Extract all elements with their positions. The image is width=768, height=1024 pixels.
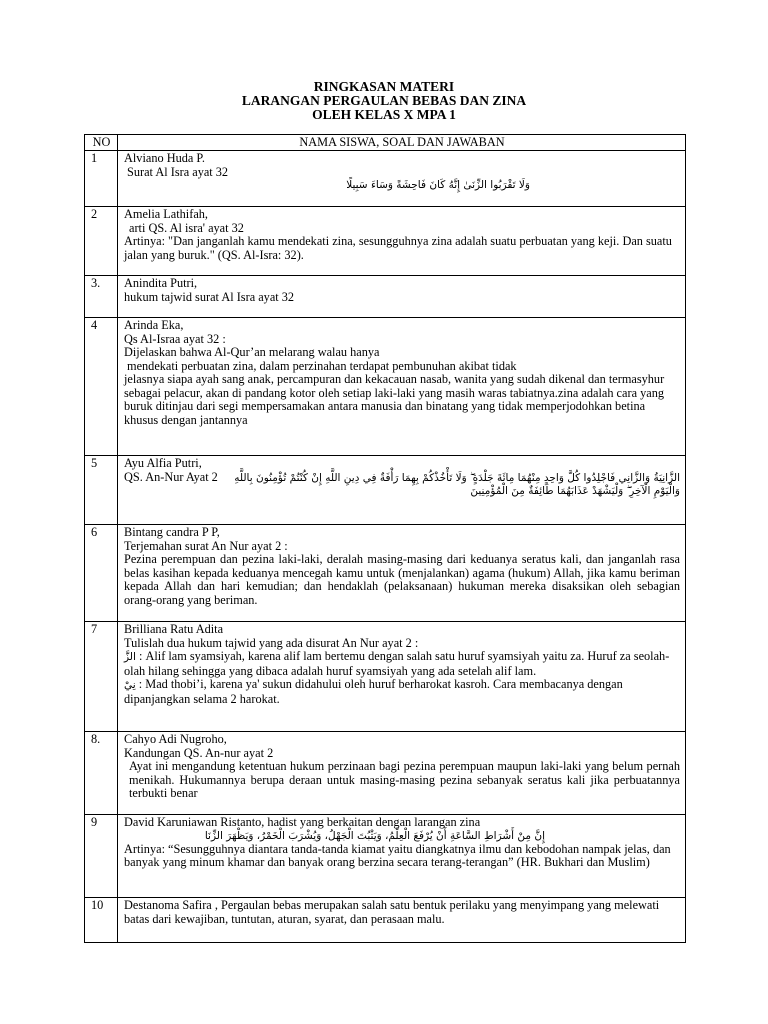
student-name: Bintang candra P P, — [124, 525, 220, 539]
row-content — [118, 456, 686, 525]
row-content — [118, 318, 686, 456]
tajwid-item — [124, 678, 680, 706]
header-line-3: OLEH KELAS X MPA 1 — [312, 107, 456, 122]
table-row — [85, 276, 686, 318]
row-content — [118, 732, 686, 815]
student-name: Alviano Huda P. — [124, 151, 205, 165]
arabic-verse: الزَّانِيَةُ وَالزَّانِي فَاجْلِدُوا كُلَّ وَاحِدٍ مِنْهُمَا مِائَةَ جَلْدَةٍ ۖ وَلَا تَأْخُذْكُمْ بِهِمَا رَأْفَةٌ فِي دِينِ اللَّهِ إِنْ كُنْتُمْ تُؤْمِنُونَ بِاللَّهِ وَالْيَوْمِ الْآخِرِ ۖ وَلْيَشْهَدْ عَذَابَهُمَا طَائِفَةٌ مِنَ الْمُؤْمِنِينَ — [234, 472, 680, 497]
table-row — [85, 151, 686, 207]
student-name: Amelia Lathifah, — [124, 207, 208, 221]
table-row — [85, 525, 686, 622]
table-header-row — [85, 135, 686, 151]
row-number: 8. — [85, 732, 118, 815]
row-number: 4 — [85, 318, 118, 456]
row-line: hukum tajwid surat Al Isra ayat 32 — [124, 289, 295, 304]
document-header — [0, 80, 768, 122]
row-line: Tulislah dua hukum tajwid yang ada disurat An Nur ayat 2 : — [124, 635, 419, 650]
row-line: Surat Al Isra ayat 32 — [127, 164, 229, 179]
row-line: Qs Al-Israa ayat 32 : — [124, 331, 226, 346]
table-row — [85, 815, 686, 898]
tajwid-item — [124, 650, 680, 678]
row-number: 1 — [85, 151, 118, 207]
row-line: jelasnya siapa ayah sang anak, percampuran dan kekacauan nasab, wanita yang sudah dikenal dan termasyhur sebagai pelacur, akan di pandang kotor oleh setiap laki-laki yang masih waras tabiatnya.zina adalah cara yang buruk ditinjau dari segi mempersamakan antara manusia dan binatang yang tidak memperjodohkan betina — [124, 372, 665, 413]
header-content: NAMA SISWA, SOAL DAN JAWABAN — [118, 135, 686, 151]
header-line-1: RINGKASAN MATERI — [313, 79, 455, 94]
row-line: : Mad thobi’i, karena ya' sukun didahului oleh huruf berharokat kasroh. Cara membacanya dengan dipanjangkan selama 2 harokat. — [124, 677, 623, 706]
arabic-hadith: إِنَّ مِنْ أَشْرَاطِ السَّاعَةِ أَنْ يُرْفَعَ الْعِلْمُ، وَيَثْبُتَ الْجَهْلُ، وَيُشْرَبَ الْخَمْرُ، وَيَظْهَرَ الزِّنَا — [204, 829, 545, 842]
row-line: QS. An-Nur Ayat 2 — [124, 469, 218, 484]
arabic-verse: وَلَا تَقْرَبُوا الزِّنَىٰ إِنَّهُ كَانَ فَاحِشَةً وَسَاءَ سَبِيلًا — [346, 179, 530, 191]
row-line: arti QS. Al isra' ayat 32 — [129, 220, 244, 235]
row-content — [118, 622, 686, 732]
table-row — [85, 207, 686, 276]
student-name: Arinda Eka, — [124, 318, 184, 332]
row-line-combined — [124, 899, 680, 926]
student-name: Destanoma Safira — [124, 898, 212, 912]
table-row — [85, 456, 686, 525]
row-line: Ayat ini mengandung ketentuan hukum perzinaan bagi pezina perempuan maupun laki-laki yang belum pernah menikah. Hukumannya berupa deraan untuk masing-masing pezina sebanyak seratus kali jika perbuatannya terbukti benar — [129, 759, 680, 800]
row-content — [118, 207, 686, 276]
row-line: Artinya: “Sesungguhnya diantara tanda-tanda kiamat yaitu diangkatnya ilmu dan kebodohan nampak jelas, dan banyak yang minum khamar dan banyak orang berzina secara terang-terangan” (HR. Bukhari dan Muslim) — [124, 841, 671, 869]
row-line: : Alif lam syamsiyah, karena alif lam bertemu dengan salah satu huruf syamsiyah yaitu za. Huruf za seolah-olah hilang sehingga yang dibaca adalah huruf syamsiyah yang ada setelah alif lam. — [124, 649, 670, 678]
row-content — [118, 276, 686, 318]
row-number: 9 — [85, 815, 118, 898]
row-line: Pezina perempuan dan pezina laki-laki, deralah masing-masing dari keduanya seratus kali, dan janganlah rasa belas kasihan kepada keduanya mencegah kamu untuk (menjalankan) agama (hukum) Allah, jika kamu beriman kepada Allah dan hari kemudian; dan hendaklah (pelaksanaan) hukuman mereka disaksikan oleh sebagian orang-orang yang beriman. — [124, 552, 680, 607]
header-no: NO — [85, 135, 118, 151]
summary-table — [84, 134, 686, 943]
arabic-mark: نِيْ — [124, 679, 136, 691]
row-line: , Pergaulan bebas merupakan salah satu bentuk perilaku yang menyimpang yang melewati batas dari kewajiban, tuntutan, aturan, syarat, dan perasaan malu. — [124, 898, 660, 926]
row-line: Terjemahan surat An Nur ayat 2 : — [124, 538, 288, 553]
row-content — [118, 898, 686, 943]
row-line: Artinya: "Dan janganlah kamu mendekati zina, sesungguhnya zina adalah suatu perbuatan yang keji. Dan suatu jalan yang buruk." (QS. Al-Isra: 32). — [124, 234, 672, 262]
row-content — [118, 815, 686, 898]
row-line: Dijelaskan bahwa Al-Qur’an melarang walau hanya — [124, 345, 380, 359]
row-content — [118, 525, 686, 622]
table-row — [85, 622, 686, 732]
row-number: 7 — [85, 622, 118, 732]
row-line: Kandungan QS. An-nur ayat 2 — [124, 745, 274, 760]
row-number: 5 — [85, 456, 118, 525]
row-line: khusus dengan jantannya — [124, 412, 248, 427]
row-number: 10 — [85, 898, 118, 943]
student-name: Ayu Alfia Putri, — [124, 456, 202, 470]
student-name: David Karuniawan Ristanto, hadist yang berkaitan dengan larangan zina — [124, 815, 481, 829]
row-number: 6 — [85, 525, 118, 622]
table-row — [85, 898, 686, 943]
student-name: Brilliana Ratu Adita — [124, 622, 224, 636]
arabic-mark: الزَّ — [124, 651, 136, 663]
student-name: Cahyo Adi Nugroho, — [124, 732, 227, 746]
header-line-2: LARANGAN PERGAULAN BEBAS DAN ZINA — [241, 93, 527, 108]
row-number: 2 — [85, 207, 118, 276]
row-line: mendekati perbuatan zina, dalam perzinahan terdapat pembunuhan akibat tidak — [127, 358, 517, 373]
row-number: 3. — [85, 276, 118, 318]
student-name: Anindita Putri, — [124, 276, 198, 290]
table-row — [85, 318, 686, 456]
table-row — [85, 732, 686, 815]
row-content — [118, 151, 686, 207]
